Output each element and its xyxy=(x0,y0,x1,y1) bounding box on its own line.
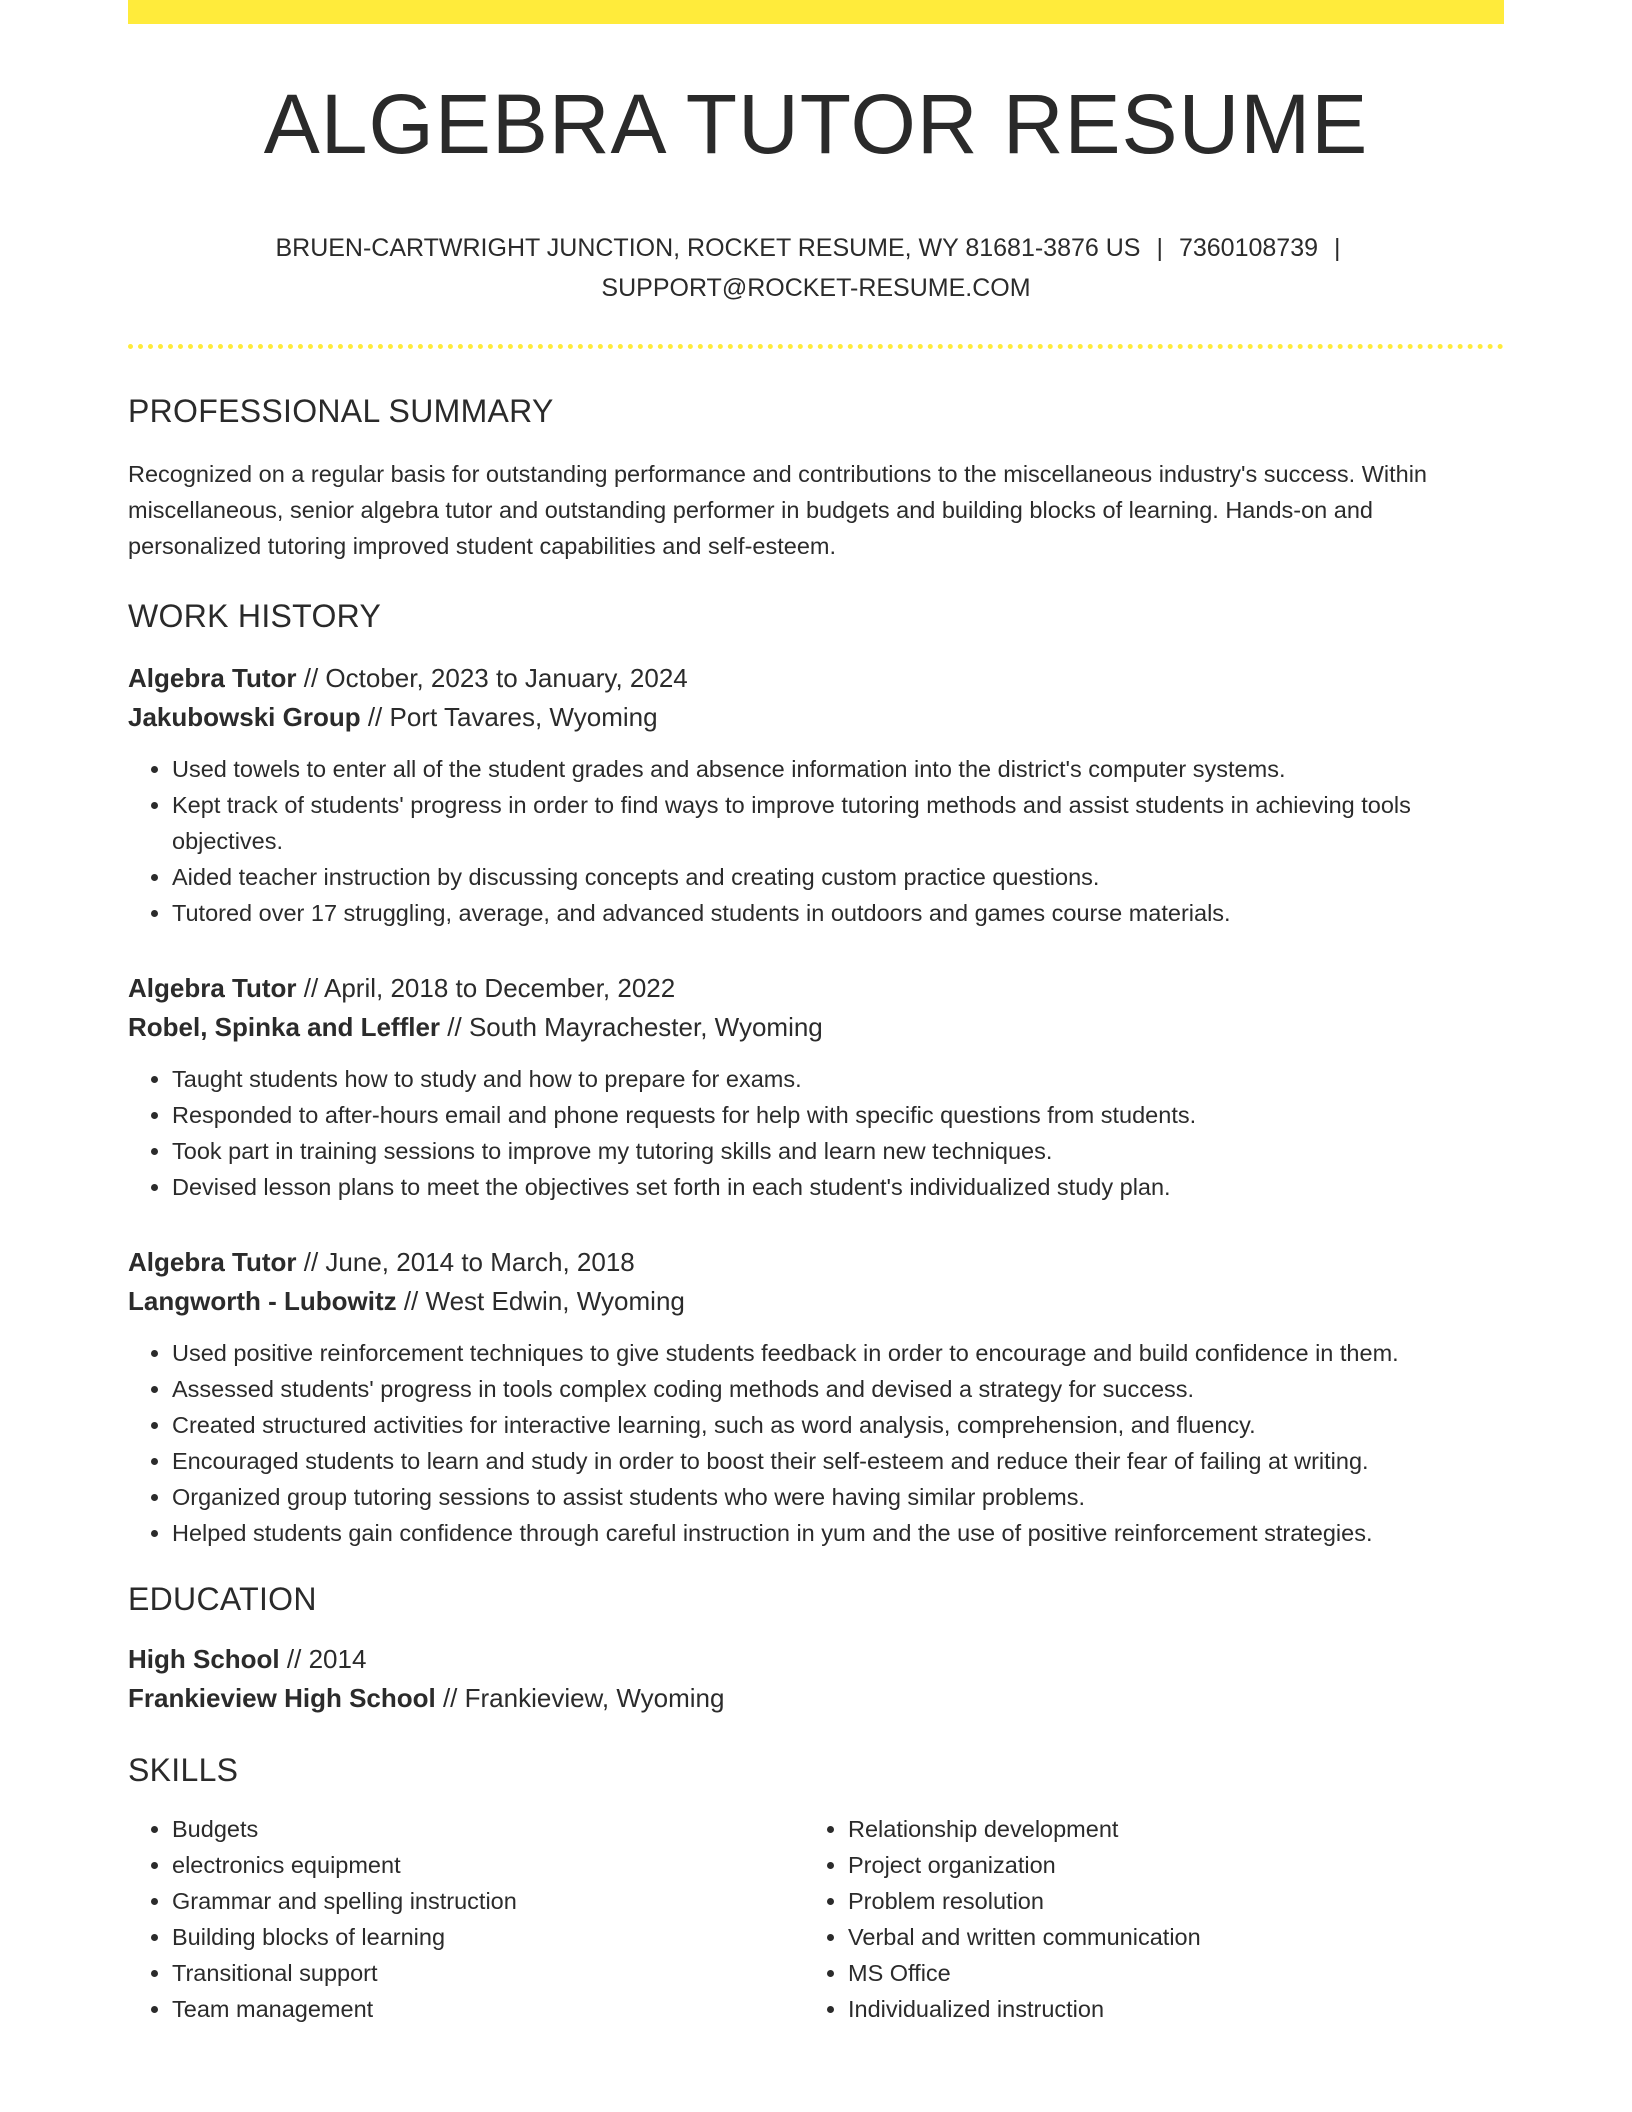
job-role-line xyxy=(128,659,1504,698)
education-location: // Frankieview, Wyoming xyxy=(435,1683,725,1713)
list-item: • Used positive reinforcement techniques to give students feedback in order to encourage and build confidence in them. xyxy=(172,1335,1504,1371)
list-item: • Tutored over 17 struggling, average, and advanced students in outdoors and games course materials. xyxy=(172,895,1504,931)
resume-title: ALGEBRA TUTOR RESUME xyxy=(263,77,1369,171)
list-item: • Organized group tutoring sessions to assist students who were having similar problems. xyxy=(172,1479,1504,1515)
list-item: • Devised lesson plans to meet the objectives set forth in each student's individualized study plan. xyxy=(172,1169,1504,1205)
list-item: • Relationship development xyxy=(848,1811,1480,1847)
education-degree: High School xyxy=(128,1644,280,1674)
job-company-line xyxy=(128,1008,1504,1047)
job-location: // South Mayrachester, Wyoming xyxy=(440,1012,823,1042)
job-role: Algebra Tutor xyxy=(128,973,297,1003)
list-item: • Verbal and written communication xyxy=(848,1919,1480,1955)
list-item: • Project organization xyxy=(848,1847,1480,1883)
job-company: Jakubowski Group xyxy=(128,702,361,732)
skills-column-left xyxy=(128,1811,804,2027)
skills-column-right xyxy=(804,1811,1480,2027)
job-bullets xyxy=(128,1335,1504,1551)
skills-list xyxy=(128,1811,1504,2027)
job-role: Algebra Tutor xyxy=(128,1247,297,1277)
list-item: • Kept track of students' progress in order to find ways to improve tutoring methods and assist students in achieving tools objectives. xyxy=(172,787,1504,859)
list-item: • Taught students how to study and how to prepare for exams. xyxy=(172,1061,1504,1097)
job-location: // Port Tavares, Wyoming xyxy=(360,702,658,732)
job-role-line xyxy=(128,969,1504,1008)
contact-separator: | xyxy=(1334,234,1341,262)
education-year: // 2014 xyxy=(279,1644,367,1674)
dotted-divider xyxy=(128,344,1504,349)
job-entry xyxy=(128,659,1504,931)
job-company: Robel, Spinka and Leffler xyxy=(128,1012,441,1042)
job-role: Algebra Tutor xyxy=(128,663,297,693)
education-school-line xyxy=(128,1679,1504,1718)
job-dates: // June, 2014 to March, 2018 xyxy=(296,1247,635,1277)
list-item: • Helped students gain confidence through careful instruction in yum and the use of positive reinforcement strategies. xyxy=(172,1515,1504,1551)
summary-text: Recognized on a regular basis for outstanding performance and contributions to the miscellaneous industry's success. Within miscellaneous, senior algebra tutor and outstanding performer in budgets and building blocks of learning. Hands-on and personalized tutoring improved student capabilities and self-esteem. xyxy=(128,461,1427,559)
work-history-heading: WORK HISTORY xyxy=(128,598,382,634)
job-bullets xyxy=(128,1061,1504,1205)
education-school: Frankieview High School xyxy=(128,1683,436,1713)
summary-heading: PROFESSIONAL SUMMARY xyxy=(128,393,554,429)
contact-info xyxy=(128,228,1504,308)
list-item: • Grammar and spelling instruction xyxy=(172,1883,804,1919)
list-item: • Used towels to enter all of the student grades and absence information into the district's computer systems. xyxy=(172,751,1504,787)
education-degree-line xyxy=(128,1640,1504,1679)
job-role-line xyxy=(128,1243,1504,1282)
list-item: • Assessed students' progress in tools complex coding methods and devised a strategy for success. xyxy=(172,1371,1504,1407)
job-dates: // April, 2018 to December, 2022 xyxy=(296,973,676,1003)
list-item: • Individualized instruction xyxy=(848,1991,1480,2027)
list-item: • Took part in training sessions to improve my tutoring skills and learn new techniques. xyxy=(172,1133,1504,1169)
list-item: • Aided teacher instruction by discussing concepts and creating custom practice questions. xyxy=(172,859,1504,895)
education-entry xyxy=(128,1640,1504,1718)
list-item: • Encouraged students to learn and study in order to boost their self-esteem and reduce their fear of failing at writing. xyxy=(172,1443,1504,1479)
skills-heading: SKILLS xyxy=(128,1752,239,1788)
list-item: • Responded to after-hours email and phone requests for help with specific questions from students. xyxy=(172,1097,1504,1133)
contact-separator: | xyxy=(1156,234,1163,262)
resume-page xyxy=(128,0,1504,2027)
job-company-line xyxy=(128,698,1504,737)
accent-top-bar xyxy=(128,0,1504,24)
contact-phone: 7360108739 xyxy=(1178,234,1319,262)
job-entry xyxy=(128,969,1504,1205)
job-entry xyxy=(128,1243,1504,1551)
job-dates: // October, 2023 to January, 2024 xyxy=(296,663,688,693)
education-heading: EDUCATION xyxy=(128,1581,317,1617)
list-item: • Transitional support xyxy=(172,1955,804,1991)
list-item: • Budgets xyxy=(172,1811,804,1847)
contact-email: SUPPORT@ROCKET-RESUME.COM xyxy=(601,274,1031,302)
list-item: • Problem resolution xyxy=(848,1883,1480,1919)
job-company: Langworth - Lubowitz xyxy=(128,1286,397,1316)
list-item: • electronics equipment xyxy=(172,1847,804,1883)
job-company-line xyxy=(128,1282,1504,1321)
contact-address: BRUEN-CARTWRIGHT JUNCTION, ROCKET RESUME, WY 81681-3876 US xyxy=(275,234,1141,262)
list-item: • Team management xyxy=(172,1991,804,2027)
job-location: // West Edwin, Wyoming xyxy=(396,1286,685,1316)
list-item: • Created structured activities for interactive learning, such as word analysis, comprehension, and fluency. xyxy=(172,1407,1504,1443)
list-item: • MS Office xyxy=(848,1955,1480,1991)
list-item: • Building blocks of learning xyxy=(172,1919,804,1955)
job-bullets xyxy=(128,751,1504,931)
